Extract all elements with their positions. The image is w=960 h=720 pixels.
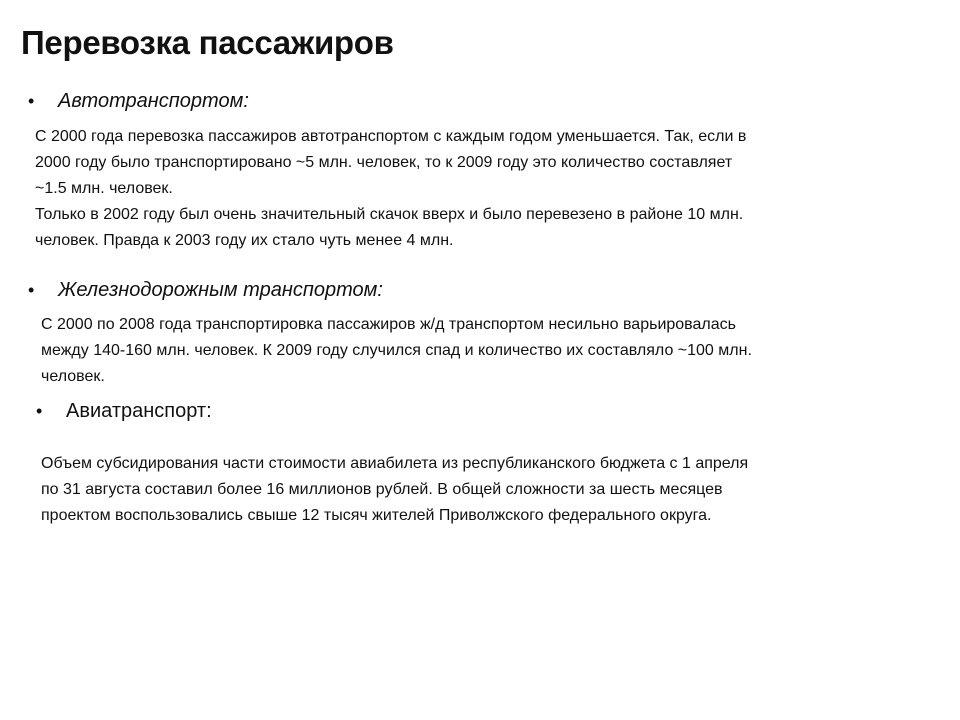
text-line: между 140-160 млн. человек. К 2009 году случился спад и количество их составляло ~100 млн. — [41, 342, 752, 359]
bullet-dot-icon: • — [28, 280, 35, 300]
text-line: Объем субсидирования части стоимости авиабилета из республиканского бюджета с 1 апреля — [41, 455, 749, 472]
bullet-railway — [28, 279, 383, 302]
bullet-autotransport — [28, 90, 249, 113]
heading-aviation: Авиатранспорт: — [66, 400, 212, 422]
slide-title: Перевозка пассажиров — [21, 24, 394, 61]
bullet-aviation — [36, 400, 212, 423]
text-line: человек. Правда к 2003 году их стало чуть менее 4 млн. — [35, 232, 454, 249]
heading-railway: Железнодорожным транспортом: — [58, 279, 383, 301]
text-line: С 2000 года перевозка пассажиров автотранспортом с каждым годом уменьшается. Так, если в — [35, 128, 747, 145]
bullet-dot-icon: • — [28, 91, 35, 111]
paragraph-aviation — [41, 451, 748, 529]
text-line: С 2000 по 2008 года транспортировка пассажиров ж/д транспортом несильно варьировалась — [41, 316, 736, 333]
text-line: человек. — [41, 368, 105, 385]
text-line: 2000 году было транспортировано ~5 млн. человек, то к 2009 году это количество составляет — [35, 154, 733, 171]
paragraph-autotransport — [35, 124, 746, 254]
text-line: ~1.5 млн. человек. — [35, 180, 173, 197]
text-line: по 31 августа составил более 16 миллионов рублей. В общей сложности за шесть месяцев — [41, 481, 723, 498]
text-line: проектом воспользовались свыше 12 тысяч жителей Приволжского федерального округа. — [41, 507, 712, 524]
heading-autotransport: Автотранспортом: — [58, 90, 249, 112]
text-line: Только в 2002 году был очень значительный скачок вверх и было перевезено в районе 10 млн. — [35, 206, 744, 223]
paragraph-railway — [41, 312, 752, 390]
bullet-dot-icon: • — [36, 401, 43, 421]
